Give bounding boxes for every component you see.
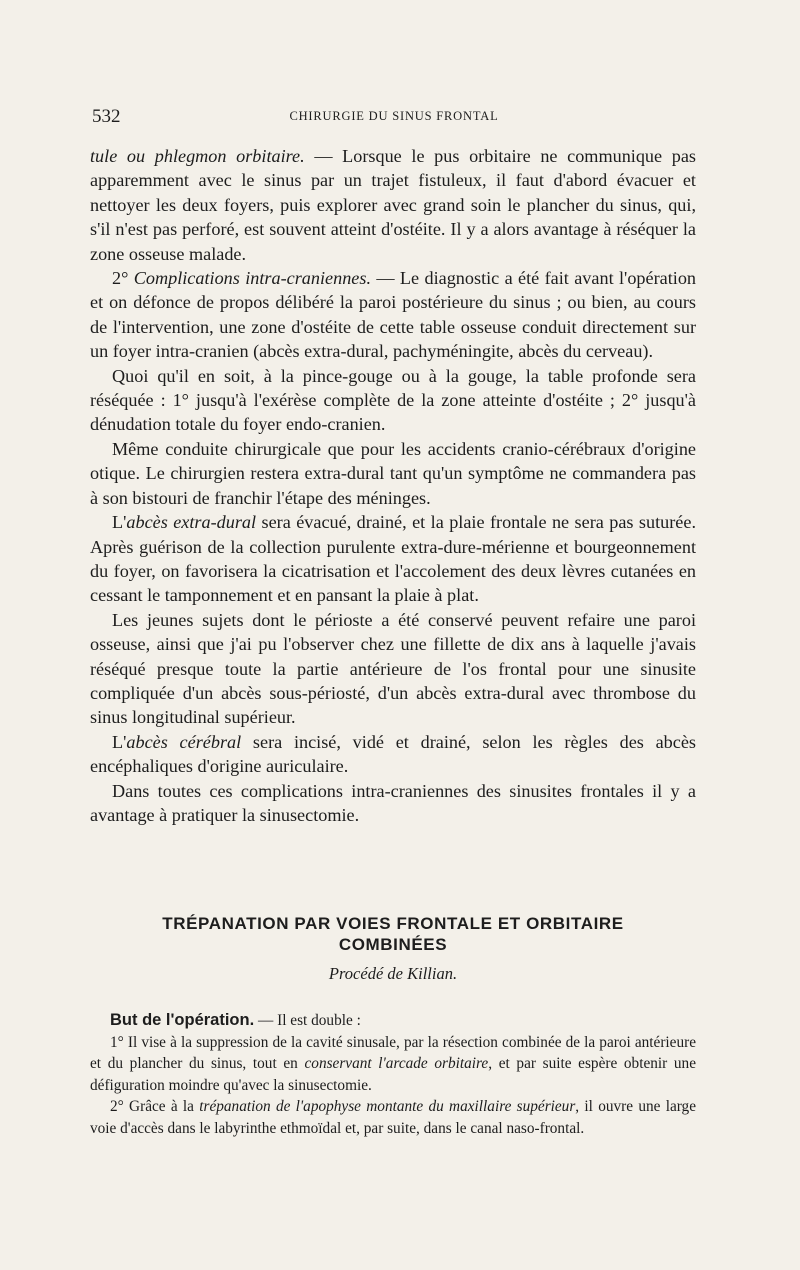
purpose-emphasis: trépanation de l'apophyse montante du maxillaire supérieur (199, 1098, 576, 1115)
section-title-line-1: TRÉPANATION PAR VOIES FRONTALE ET ORBITAIRE (162, 914, 624, 933)
purpose-lead: But de l'opération. (110, 1011, 255, 1029)
purpose-text: 2° Grâce à la (110, 1098, 200, 1115)
phlegmon-heading: tule ou phlegmon orbitaire. (90, 146, 305, 166)
purpose-intro (90, 1010, 696, 1032)
section-title-line-2: COMBINÉES (338, 935, 448, 954)
paragraph-text: — Le diagnostic a été fait avant l'opération et on défonce de propos délibéré la paroi postérieure du sinus ; ou bien, au cours de l'intervention, une zone d'ostéite de cette table osseuse conduit directement sur un foyer intra-cranien (abcès extra-dural, pachyméningite, abcès du cerveau). (90, 268, 697, 362)
paragraph-conduct (90, 437, 696, 510)
paragraph-article: L' (112, 731, 127, 752)
paragraph-resection (90, 364, 696, 437)
section-heading (90, 913, 696, 984)
purpose-emphasis: conservant l'arcade orbitaire (304, 1055, 489, 1072)
paragraph-text: — Lorsque le pus orbitaire ne communique pas apparemment avec le sinus par un trajet fistuleux, il faut d'abord évacuer et nettoyer les deux foyers, puis explorer avec grand soin le plancher du sinus, qui, s'il n'est pas perforé, est souvent atteint d'ostéite. Il y a alors avantage à réséquer la zone osseuse malade. (90, 146, 696, 264)
paragraph-cerebral-abscess (90, 730, 696, 779)
paragraph-text: sera évacué, drainé, et la plaie frontale ne sera pas suturée. Après guérison de la collection purulente extra-dure-mérienne et bourgeonnement du foyer, on favorisera la cicatrisation et l'accolement des deux lèvres cutanées en cessant le tamponnement et en pansant la plaie à plat. (90, 512, 697, 606)
paragraph-article: L' (112, 512, 127, 533)
paragraph-number: 2° (112, 268, 134, 289)
operation-purpose (90, 1010, 696, 1139)
paragraph-intracranial (90, 266, 696, 364)
purpose-text: , et par suite espère obtenir une défiguration moindre qu'avec la sinusectomie. (90, 1055, 696, 1094)
paragraph-text: Quoi qu'il en soit, à la pince-gouge ou à la gouge, la table profonde sera réséquée : 1° jusqu'à l'exérèse complète de la zone atteinte d'ostéite ; 2° jusqu'à dénudation totale du foyer endo-cranien. (90, 365, 696, 435)
purpose-item-1 (90, 1032, 696, 1097)
paragraph-text: Même conduite chirurgicale que pour les accidents cranio-cérébraux d'origine otique. Le chirurgien restera extra-dural tant qu'un symptôme ne commandera pas à son bistouri de franchir l'étape des méninges. (90, 438, 696, 508)
paragraph-text: Dans toutes ces complications intra-craniennes des sinusites frontales il y a avantage à pratiquer la sinusectomie. (90, 780, 696, 825)
body-text (90, 144, 696, 827)
paragraph-text: Les jeunes sujets dont le périoste a été conservé peuvent refaire une paroi osseuse, ainsi que j'ai pu l'observer chez une fillette de dix ans à laquelle j'avais réséqué presque toute la partie antérieure de l'os frontal pour une sinusite compliquée d'un abcès sous-périosté, d'un abcès extra-dural avec thrombose du sinus longitudinal supérieur. (90, 609, 696, 728)
purpose-text: — Il est double : (254, 1012, 361, 1029)
intracranial-heading: Complications intra-craniennes. (133, 268, 371, 289)
cerebral-term: abcès cérébral (126, 731, 242, 752)
page-header (92, 106, 696, 128)
paragraph-text: sera incisé, vidé et drainé, selon les règles des abcès encéphaliques d'origine auriculaire. (90, 731, 696, 777)
paragraph-young-subjects (90, 608, 696, 730)
page-number: 532 (92, 106, 121, 127)
paragraph-phlegmon (90, 144, 696, 266)
purpose-text: 1° Il vise à la suppression de la cavité sinusale, par la résection combinée de la paroi antérieure et du plancher du sinus, tout en (90, 1033, 696, 1072)
purpose-text: , il ouvre une large voie d'accès dans le labyrinthe ethmoïdal et, par suite, dans le canal naso-frontal. (90, 1098, 696, 1137)
extradural-term: abcès extra-dural (126, 512, 257, 533)
purpose-item-2 (90, 1096, 696, 1139)
running-title: CHIRURGIE DU SINUS FRONTAL (289, 109, 499, 123)
section-subtitle: Procédé de Killian. (328, 964, 458, 983)
paragraph-extradural-abscess (90, 510, 696, 608)
paragraph-sinusectomy (90, 779, 696, 828)
